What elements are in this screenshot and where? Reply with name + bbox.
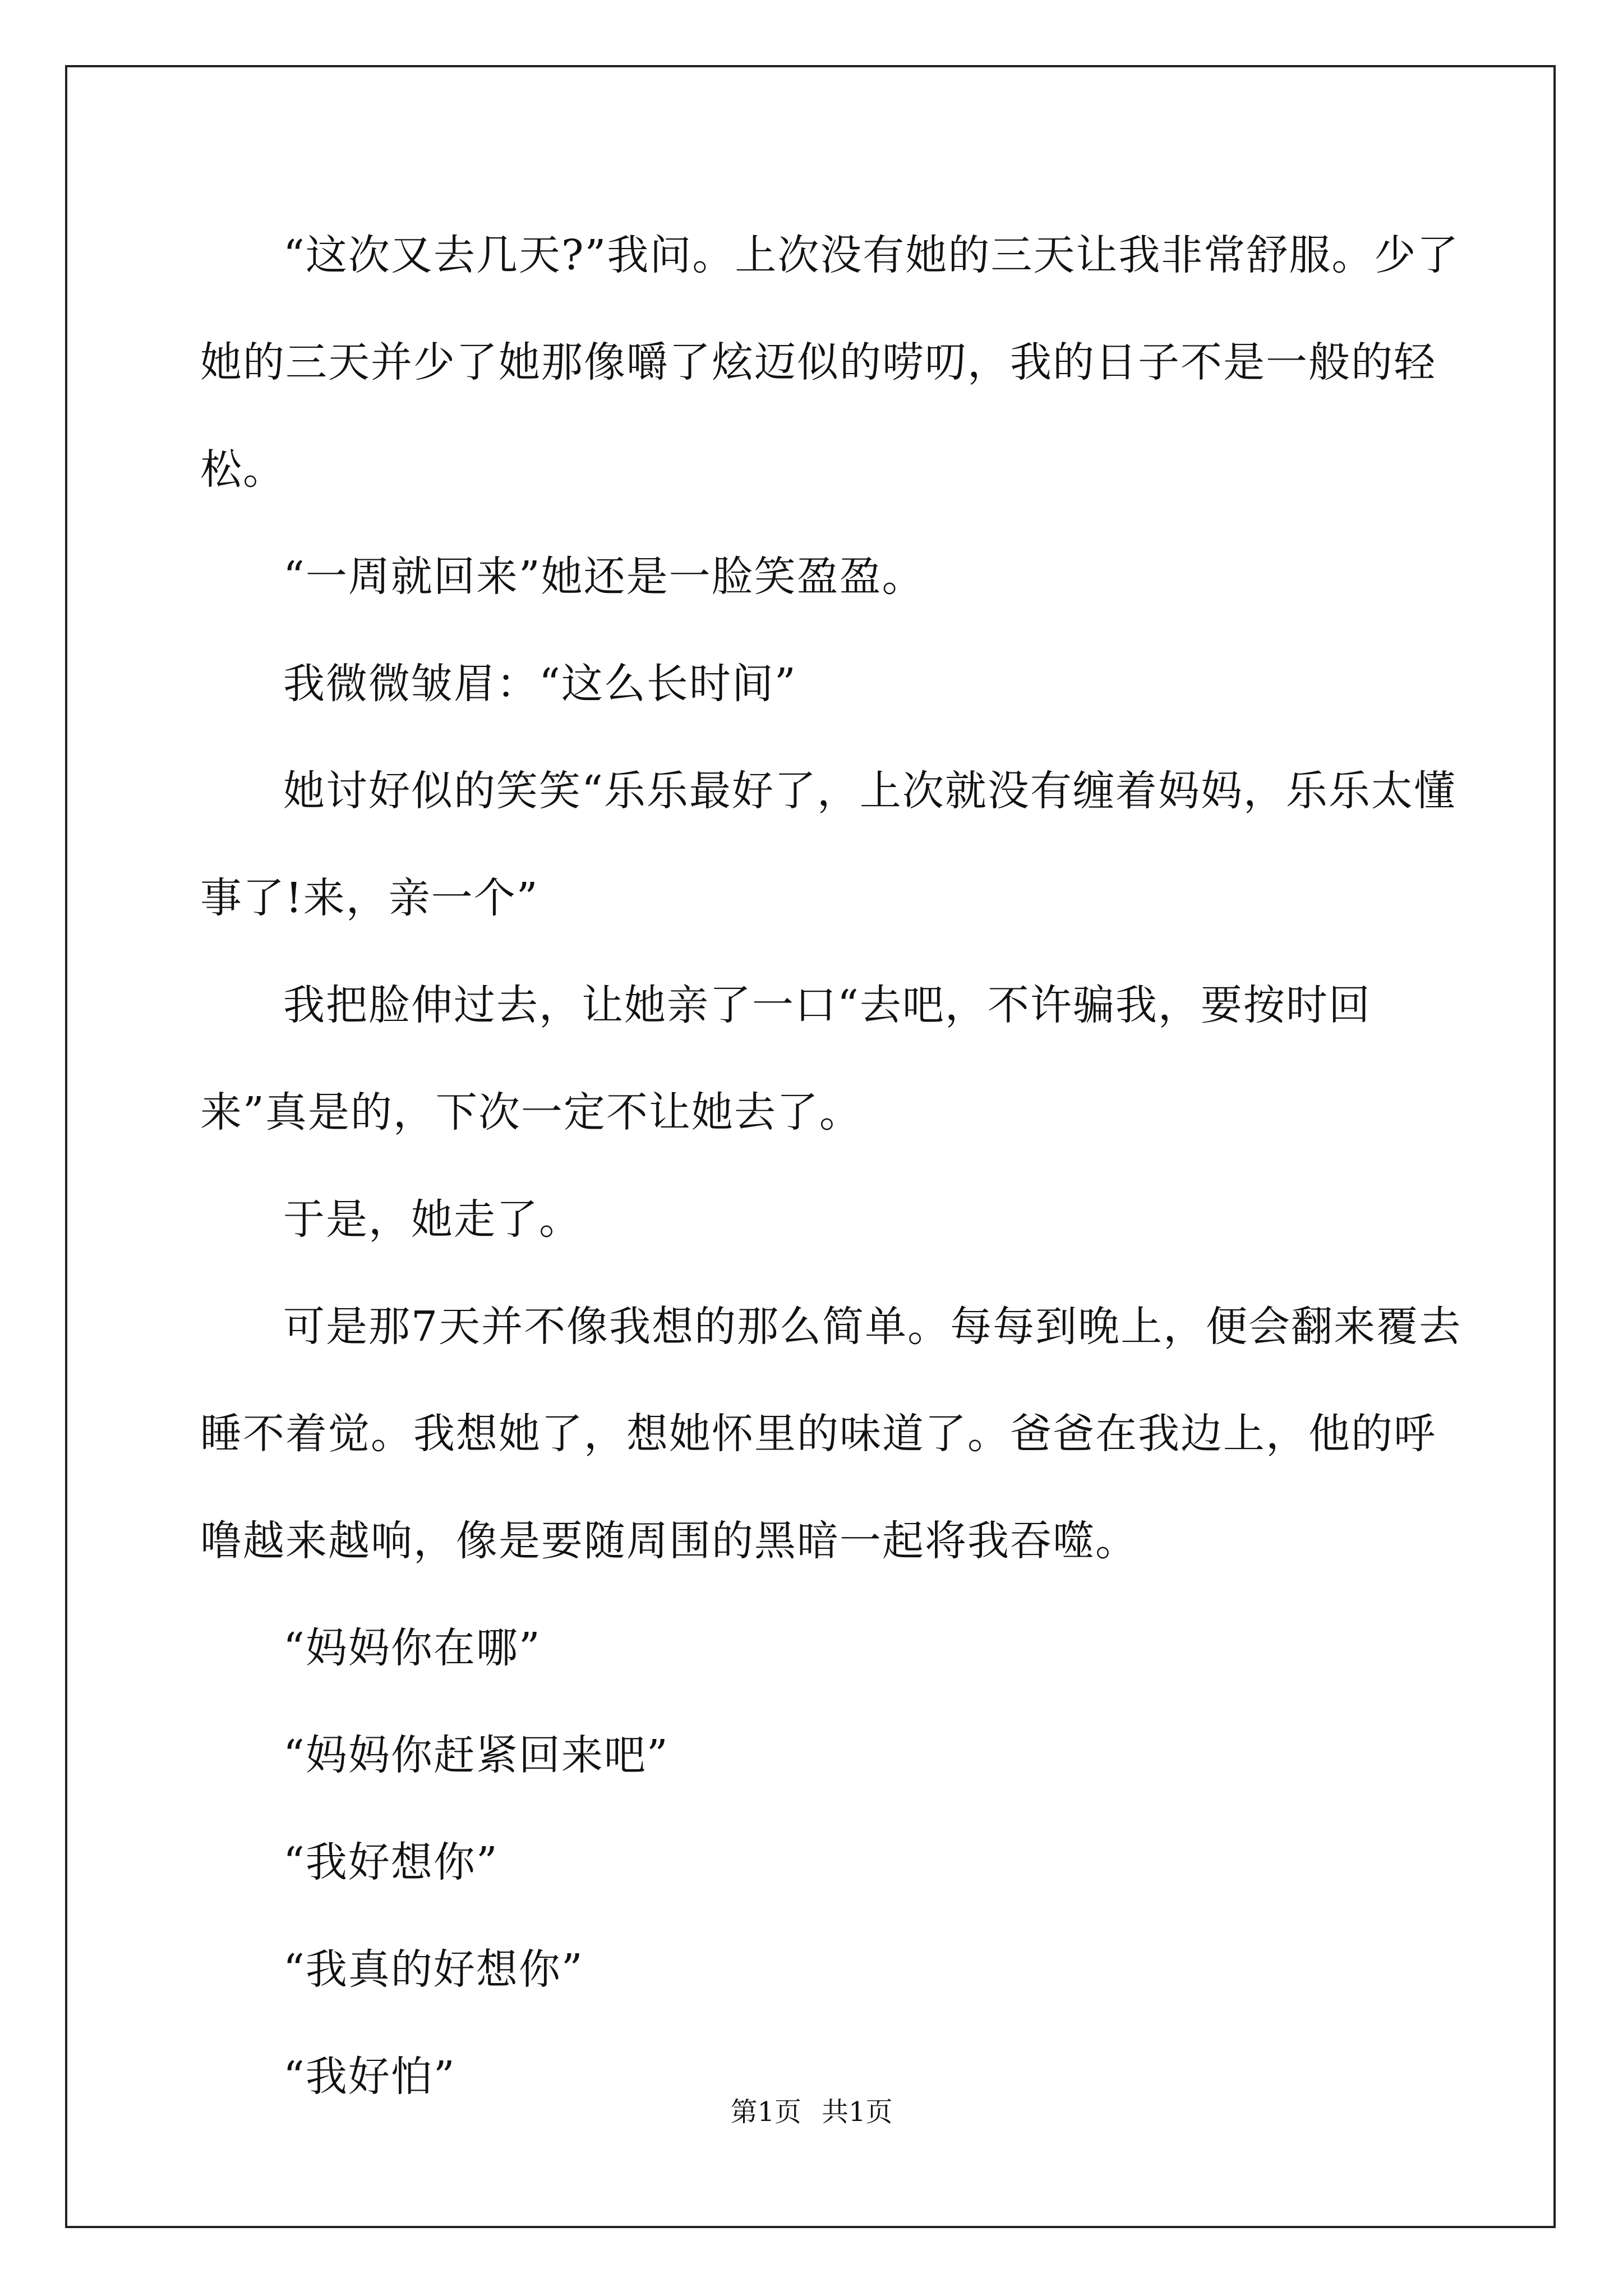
paragraph: “我好怕” <box>283 2053 456 2101</box>
paragraph: 我微微皱眉：“这么长时间” <box>283 660 797 708</box>
paragraph: 于是，她走了。 <box>283 1195 582 1244</box>
page-number-total: 共1页 <box>822 2096 893 2128</box>
document-body <box>200 202 1462 2131</box>
paragraph: 可是那7天并不像我想的那么简单。每每到晚上，便会翻来覆去睡不着觉。我想她了，想她怀里的味道了。爸爸在我边上，他的呼噜越来越响，像是要随周围的黑暗一起将我吞噬。 <box>200 1303 1462 1565</box>
page-footer <box>0 2095 1623 2129</box>
paragraph: 我把脸伸过去，让她亲了一口“去吧，不许骗我，要按时回来”真是的，下次一定不让她去了。 <box>200 981 1371 1137</box>
paragraph: “一周就回来”她还是一脸笑盈盈。 <box>283 553 925 601</box>
paragraph: “妈妈你赶紧回来吧” <box>283 1731 669 1779</box>
paragraph: “这次又去几天?”我问。上次没有她的三天让我非常舒服。少了她的三天并少了她那像嚼了炫迈似的唠叨，我的日子不是一般的轻松。 <box>200 231 1460 494</box>
page-number-current: 第1页 <box>730 2096 801 2128</box>
paragraph: “妈妈你在哪” <box>283 1624 541 1672</box>
paragraph: “我真的好想你” <box>283 1945 584 1994</box>
paragraph: “我好想你” <box>283 1838 499 1887</box>
paragraph: 她讨好似的笑笑“乐乐最好了，上次就没有缠着妈妈，乐乐太懂事了!来，亲一个” <box>200 767 1456 922</box>
